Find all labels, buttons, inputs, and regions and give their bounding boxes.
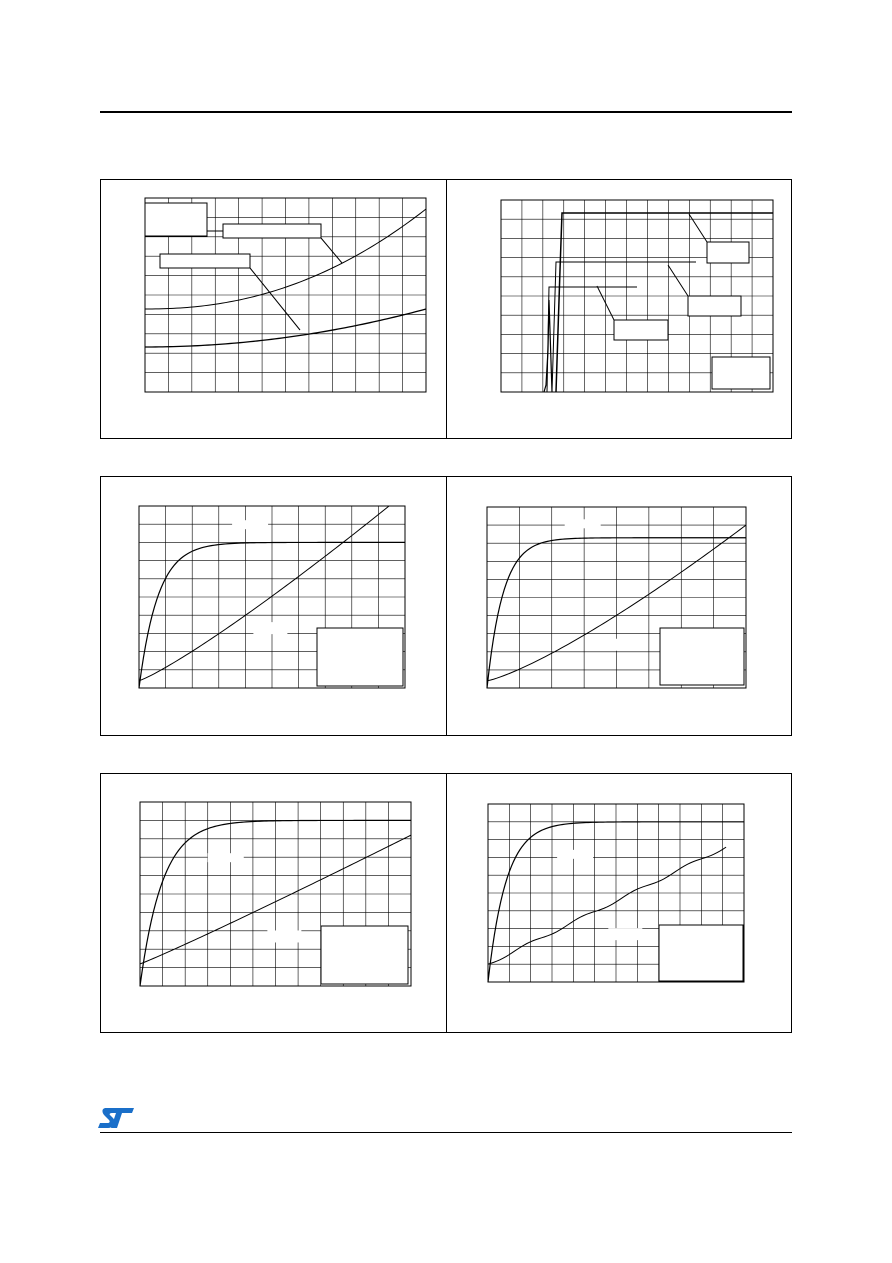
legend-box [660, 628, 744, 685]
footer-rule [100, 1132, 792, 1133]
chart-2 [501, 200, 773, 392]
label-box [145, 203, 207, 236]
curve-label-patch [565, 519, 601, 528]
curve-label-patch [253, 622, 287, 634]
label-box [688, 296, 741, 316]
label-box [160, 254, 250, 268]
legend-box [659, 925, 743, 981]
leader-line [689, 214, 707, 242]
curve-label-patch [267, 930, 301, 942]
chart-6 [488, 804, 744, 982]
legend-box [321, 926, 408, 984]
label-box [707, 242, 749, 263]
leader-line [321, 238, 342, 263]
chart-4 [487, 507, 746, 688]
chart-5 [140, 802, 411, 986]
leader-line [668, 265, 688, 296]
curve-label-patch [598, 639, 632, 651]
leader-line [250, 268, 300, 330]
chart-3 [139, 506, 405, 688]
label-box [614, 320, 668, 340]
curve-label-patch [232, 520, 268, 529]
legend-box [317, 628, 403, 686]
curve-label-patch [557, 850, 593, 859]
curve-label-patch [208, 853, 244, 862]
curve-label-patch [608, 928, 642, 940]
label-box [223, 224, 321, 238]
chart-1 [145, 198, 426, 392]
st-logo-icon [98, 1106, 138, 1130]
label-box [712, 357, 770, 389]
